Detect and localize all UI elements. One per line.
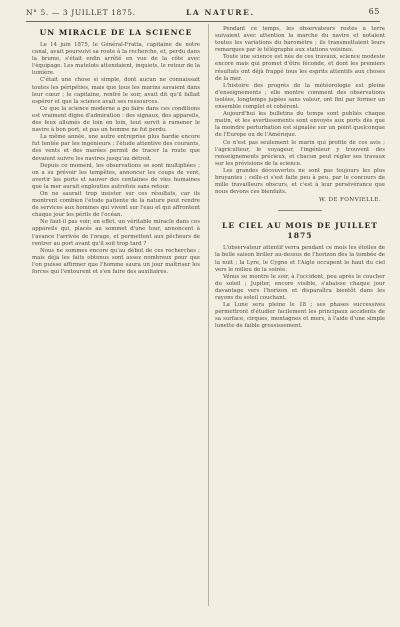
paragraph: Le 14 juin 1875, le Général-Fratta, capitaine de notre canal, avait poursuivi sa route à la recherche, et, perdu dans la brume, s'était enfin arrêté en vue de la côte avec l'équipage. Les matelots attendaient, inquiets, le retour de la lumière.	[32, 42, 200, 77]
second-article-title: LE CIEL AU MOIS DE JUILLET 1875	[222, 221, 378, 241]
paragraph: Toute une science est née de ces travaux, science modeste encore mais qui promet d'être féconde, et dont les premiers résultats ont déjà frappé tous les esprits attentifs aux choses de la mer.	[215, 54, 385, 82]
header-rule	[26, 21, 380, 22]
page-number: 65	[368, 7, 380, 16]
paragraph: Nous ne sommes encore qu'au début de ces recherches ; mais déjà les faits obtenus sont assez nombreux pour que l'on puisse affirmer que l'homme saura un jour maîtriser les forces qui l'entourent et s'en faire des auxiliaires.	[32, 247, 200, 275]
paragraph: Depuis ce moment, les observations se sont multipliées ; on a su prévoir les tempêtes, annoncer les coups de vent, avertir les ports et sauver des centaines de vies humaines que la mer aurait englouties autrefois sans retour.	[32, 162, 200, 190]
article-title: UN MIRACLE DE LA SCIENCE	[39, 28, 193, 37]
author-signature: W. DE FONVIELLE.	[318, 197, 381, 204]
left-column	[32, 26, 200, 606]
right-column	[215, 26, 385, 606]
paragraph: On ne saurait trop insister sur ces résultats, car ils montrent combien l'étude patiente de la nature peut rendre de services aux hommes qui vivent sur l'eau et qui affrontent chaque jour les périls de l'océan.	[32, 190, 200, 219]
section-rule	[278, 210, 322, 211]
paragraph: L'observateur attentif verra pendant ce mois les étoiles de la belle saison briller au-dessus de l'horizon dès la tombée de la nuit ; la Lyre, le Cygne et l'Aigle occupent le haut du ciel vers le milieu de la soirée.	[215, 245, 385, 273]
column-divider	[208, 24, 209, 606]
paragraph: La même année, une autre entreprise plus hardie encore fut tentée par les ingénieurs ; l'étude attentive des courants, des vents et des marées permit de tracer la route que devaient suivre les navires jusqu'au détroit.	[32, 134, 200, 162]
paragraph: Aujourd'hui les bulletins du temps sont publiés chaque matin, et les avertissements sont envoyés aux ports dès que la moindre perturbation est signalée sur un point quelconque de l'Europe ou de l'Amérique.	[215, 111, 385, 139]
paragraph: Pendant ce temps, les observateurs restés à terre suivaient avec attention la marche du navire et notaient toutes les variations du baromètre ; ils transmettaient leurs remarques par le télégraphe aux stations voisines.	[215, 26, 385, 54]
paragraph: Les grandes découvertes ne sont pas toujours les plus bruyantes ; celle-ci s'est faite peu à peu, par le concours de mille travailleurs obscurs, et c'est à leur persévérance que nous devons ces bienfaits.	[215, 167, 385, 196]
issue-date: N° 5. — 3 JUILLET 1875.	[26, 8, 136, 17]
journal-title: LA NATURE.	[186, 8, 255, 17]
paragraph: Ce n'est pas seulement le marin qui profite de ces avis ; l'agriculteur, le voyageur, l'ingénieur y trouvent des renseignements précieux, et chacun peut régler ses travaux sur les prévisions de la science.	[215, 139, 385, 167]
paragraph: Vénus se montre le soir, à l'occident, peu après le coucher du soleil ; Jupiter, encore visible, s'abaisse chaque jour davantage vers l'horizon et disparaîtra bientôt dans les rayons du soleil couchant.	[215, 273, 385, 301]
running-header	[26, 6, 380, 20]
paragraph: L'histoire des progrès de la météorologie est pleine d'enseignements ; elle montre comment des observations isolées, longtemps jugées sans valeur, ont fini par former un ensemble complet et cohérent.	[215, 82, 385, 111]
paragraph: C'était une chose si simple, dont aucun ne connaissait toutes les péripéties, mais que tous les marins savaient dans leur cœur ; le capitaine, rentré le soir, avait dit qu'il fallait espérer et que la science avait ses ressources.	[32, 77, 200, 105]
paragraph: Ne faut-il pas voir, en effet, un véritable miracle dans ces appareils qui, placés au sommet d'une tour, annoncent à l'avance l'arrivée de l'orage, et permettent aux pêcheurs de rentrer au port avant qu'il soit trop tard ?	[32, 219, 200, 247]
paragraph: La Lune sera pleine le 18 ; ses phases successives permettront d'étudier facilement les principaux accidents de sa surface, cirques, montagnes et mers, à l'aide d'une simple lunette de faible grossissement.	[215, 302, 385, 330]
paragraph: Ce que la science moderne a pu faire dans ces conditions est vraiment digne d'admiration : des signaux, des appareils, des feux allumés de loin en loin, tout servit à ramener le navire à bon port, et pas un homme ne fut perdu.	[32, 105, 200, 134]
